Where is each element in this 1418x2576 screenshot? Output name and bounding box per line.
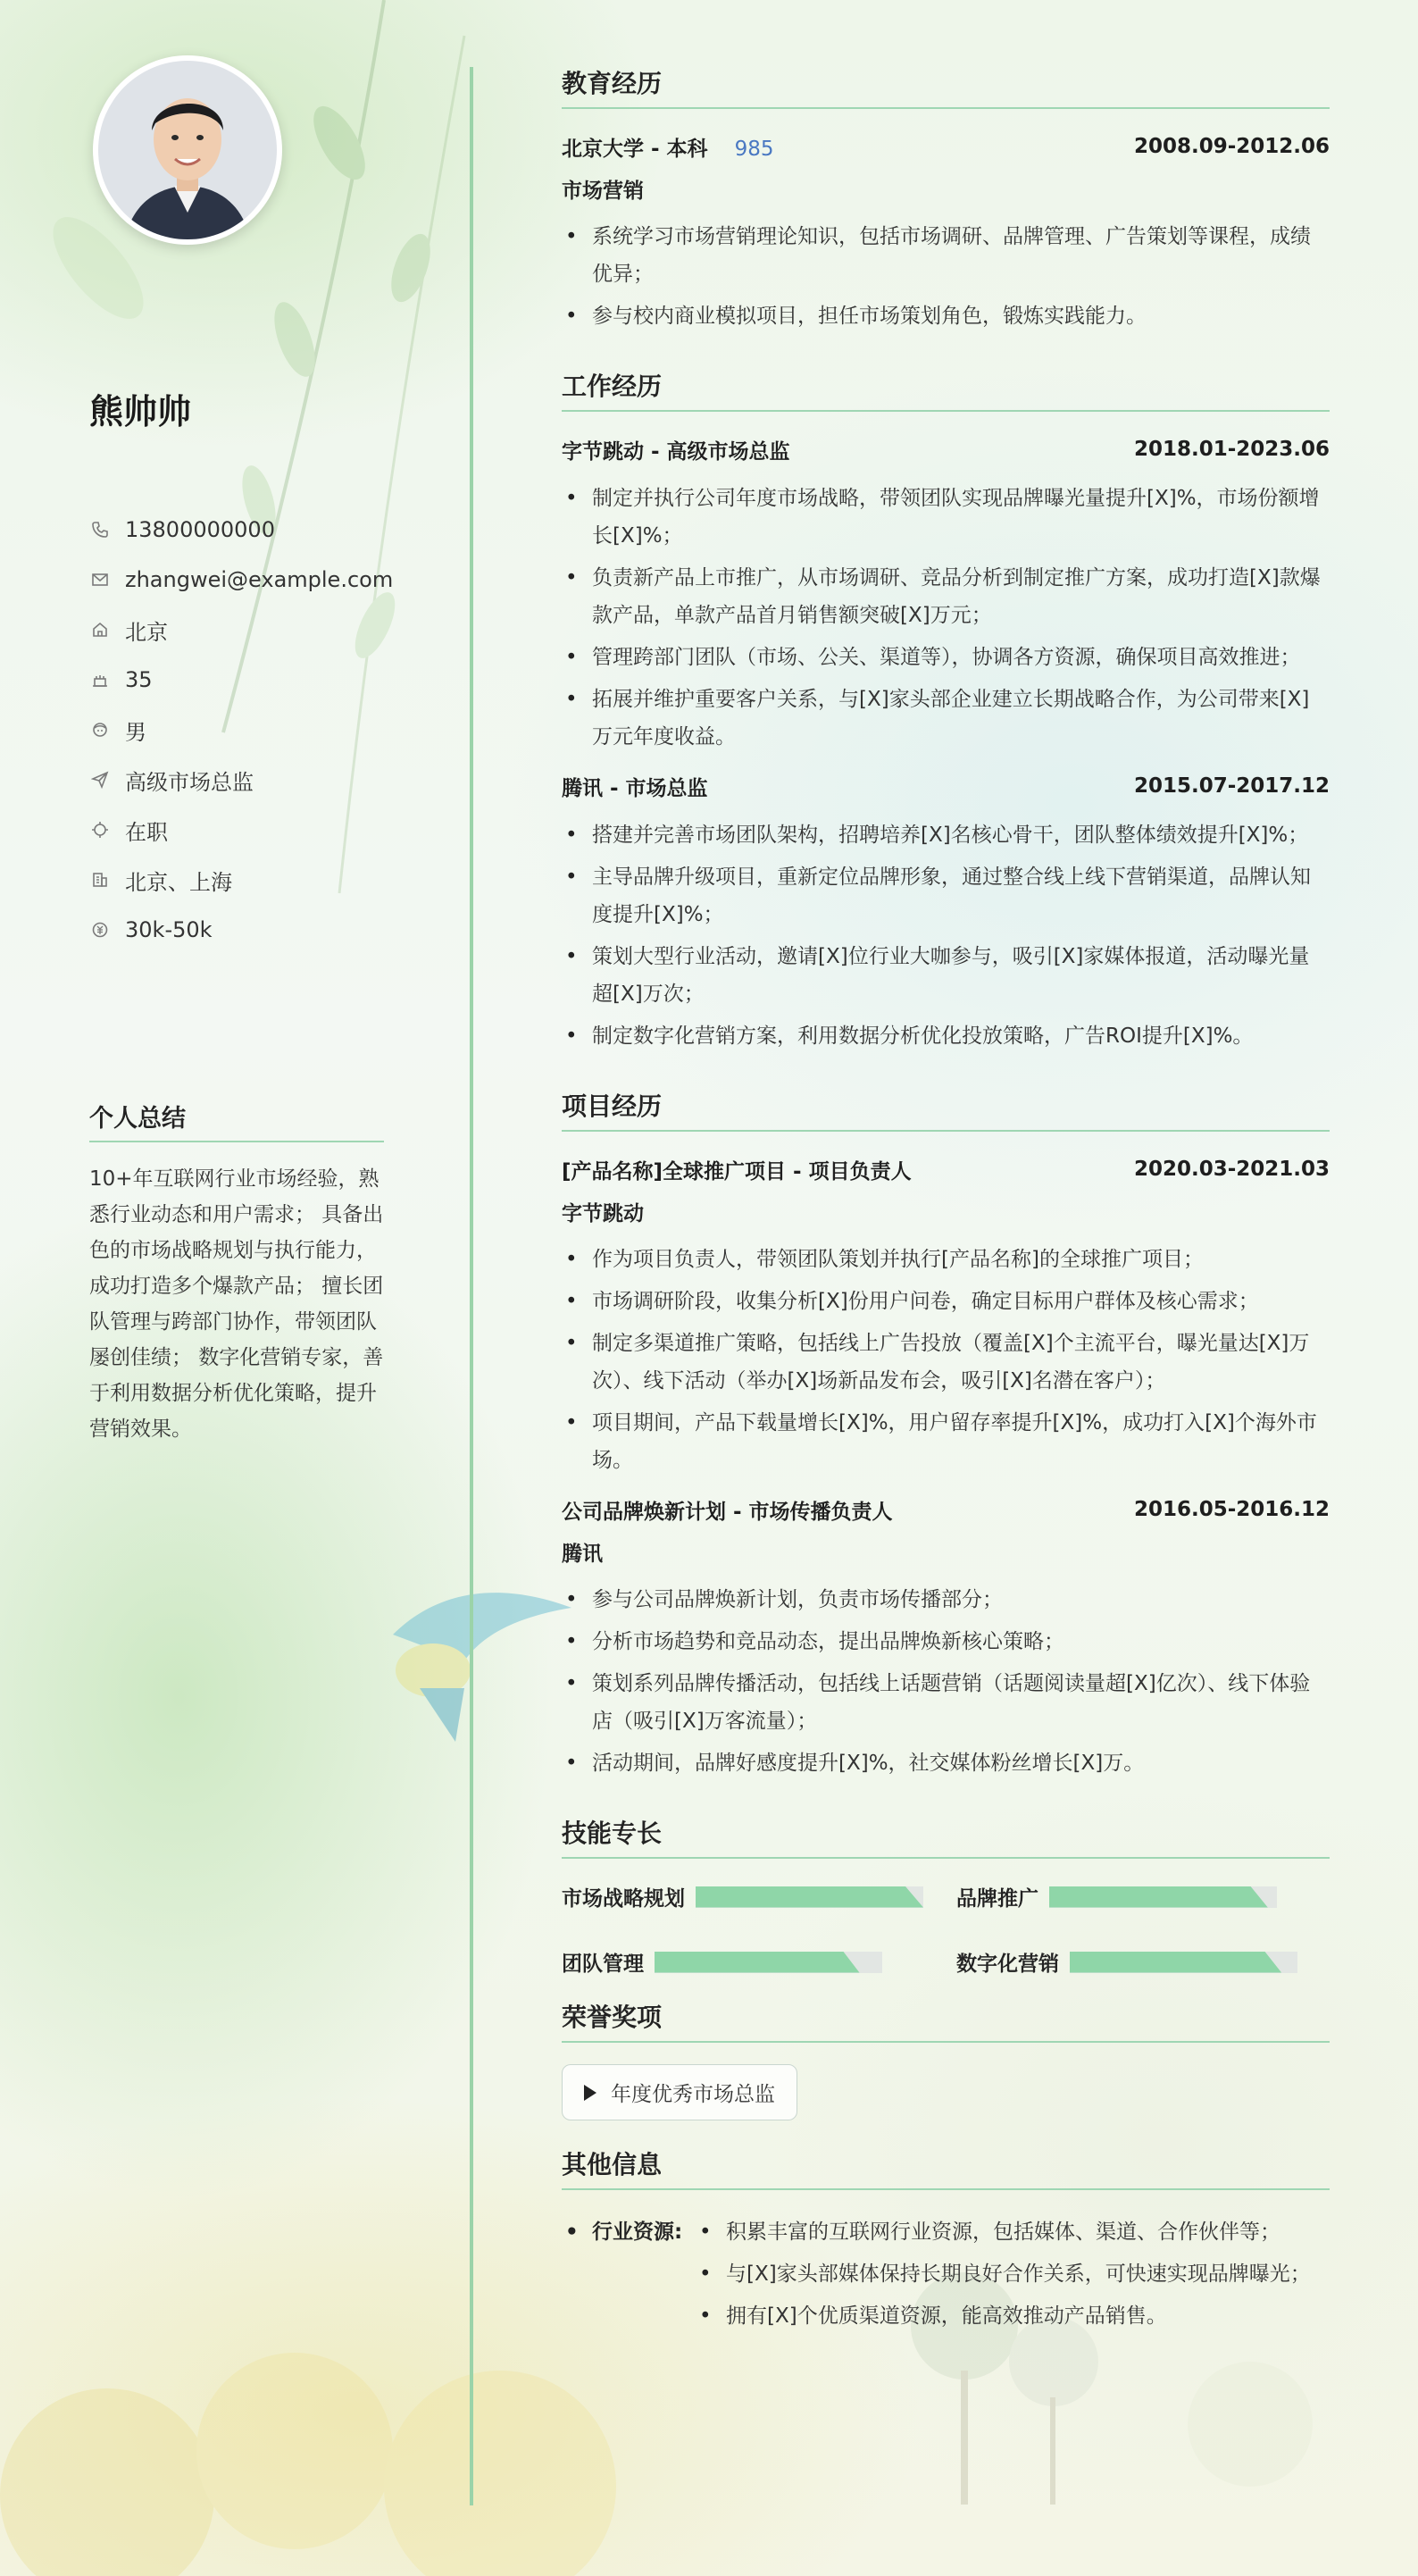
mail-icon [89, 569, 111, 590]
list-item: • 参与公司品牌焕新计划，负责市场传播部分； [562, 1581, 1330, 1618]
job-title: 腾讯 - 市场总监 [562, 776, 708, 800]
phone-icon [89, 519, 111, 540]
main-content [562, 64, 1330, 2355]
award-label: 年度优秀市场总监 [611, 2083, 775, 2106]
summary-heading: 个人总结 [89, 1099, 384, 1142]
skills-grid [562, 1882, 1330, 1977]
project-bullets [562, 1241, 1330, 1479]
projects-section [562, 1087, 1330, 1782]
email-value: zhangwei@example.com [125, 567, 394, 592]
skill-bar [696, 1886, 923, 1908]
list-item: • 搭建并完善市场团队架构，招聘培养[X]名核心骨干，团队整体绩效提升[X]%； [562, 816, 1330, 854]
education-major: 市场营销 [562, 180, 644, 203]
list-item: • 策划系列品牌传播活动，包括线上话题营销（话题阅读量超[X]亿次）、线下体验店（吸引[X]万客流量）； [562, 1665, 1330, 1740]
education-school-wrap [562, 132, 773, 162]
job-date: 2018.01-2023.06 [1133, 438, 1330, 461]
status-value: 在职 [125, 819, 168, 845]
skill-name: 数字化营销 [956, 1953, 1059, 1976]
column-divider [470, 67, 473, 2505]
job-header [562, 772, 1330, 800]
project-company: 字节跳动 [562, 1202, 644, 1225]
gender-value: 男 [125, 719, 146, 745]
salary-icon [89, 919, 111, 941]
projects-heading: 项目经历 [562, 1087, 1330, 1132]
info-phone [89, 505, 393, 555]
home-icon [89, 619, 111, 640]
skill-bar [655, 1952, 882, 1973]
skill-bar [1070, 1952, 1297, 1973]
education-bullets [562, 218, 1330, 335]
list-item: • 负责新产品上市推广，从市场调研、竞品分析到制定推广方案，成功打造[X]款爆款产品，单款产品首月销售额突破[X]万元； [562, 559, 1330, 634]
education-header [562, 132, 1330, 161]
list-item: • 主导品牌升级项目，重新定位品牌形象，通过整合线上线下营销渠道，品牌认知度提升[X]%； [562, 858, 1330, 933]
list-item: • 制定并执行公司年度市场战略，带领团队实现品牌曝光量提升[X]%，市场份额增长[X]%； [562, 480, 1330, 555]
education-section [562, 64, 1330, 335]
list-item: • 策划大型行业活动，邀请[X]位行业大咖参与，吸引[X]家媒体报道，活动曝光量超[X]万次； [562, 938, 1330, 1013]
info-location [89, 855, 393, 905]
info-salary [89, 905, 393, 955]
list-item: • 系统学习市场营销理论知识，包括市场调研、品牌管理、广告策划等课程，成绩优异； [562, 218, 1330, 293]
building-icon [89, 869, 111, 891]
list-item: • 与[X]家头部媒体保持长期良好合作关系，可快速实现品牌曝光； [696, 2255, 1321, 2293]
job-title: 字节跳动 - 高级市场总监 [562, 439, 790, 464]
candidate-name: 熊帅帅 [89, 392, 192, 431]
age-value: 35 [125, 667, 153, 692]
skill-name: 市场战略规划 [562, 1887, 685, 1911]
info-city [89, 605, 393, 655]
list-item: • 分析市场趋势和竞品动态，提出品牌焕新核心策略； [562, 1623, 1330, 1660]
list-item: • 制定多渠道推广策略，包括线上广告投放（覆盖[X]个主流平台，曝光量达[X]万次）、线下活动（举办[X]场新品发布会，吸引[X]名潜在客户）； [562, 1325, 1330, 1400]
list-item: • 项目期间，产品下载量增长[X]%，用户留存率提升[X]%，成功打入[X]个海外市场。 [562, 1404, 1330, 1479]
education-school: 北京大学 - 本科 [562, 137, 708, 161]
other-label: • 行业资源: [562, 2213, 696, 2355]
list-item: • 拓展并维护重要客户关系，与[X]家头部企业建立长期战略合作，为公司带来[X]万元年度收益。 [562, 681, 1330, 756]
skill-name: 品牌推广 [956, 1887, 1038, 1911]
skill-fill [1070, 1952, 1281, 1973]
skill-item [956, 1947, 1330, 1977]
other-resources [562, 2213, 1330, 2355]
salary-value: 30k-50k [125, 917, 213, 942]
skill-item [562, 1882, 956, 1911]
info-age [89, 655, 393, 705]
list-item: • 作为项目负责人，带领团队策划并执行[产品名称]的全球推广项目； [562, 1241, 1330, 1278]
other-heading: 其他信息 [562, 2145, 1330, 2190]
list-item: • 制定数字化营销方案，利用数据分析优化投放策略，广告ROI提升[X]%。 [562, 1017, 1330, 1055]
skill-item [956, 1882, 1330, 1911]
education-date: 2008.09-2012.06 [1133, 135, 1330, 158]
education-tag: 985 [734, 137, 774, 161]
job-header [562, 435, 1330, 464]
skill-fill [696, 1886, 923, 1908]
gender-icon [89, 719, 111, 740]
location-value: 北京、上海 [125, 869, 232, 895]
skills-heading: 技能专长 [562, 1814, 1330, 1859]
job-bullets [562, 480, 1330, 756]
list-item: • 市场调研阶段，收集分析[X]份用户问卷，确定目标用户群体及核心需求； [562, 1283, 1330, 1320]
triangle-right-icon [584, 2085, 596, 2101]
list-item: • 活动期间，品牌好感度提升[X]%，社交媒体粉丝增长[X]万。 [562, 1744, 1330, 1782]
project-header [562, 1495, 1330, 1524]
info-status [89, 805, 393, 855]
project-company: 腾讯 [562, 1543, 603, 1566]
skill-name: 团队管理 [562, 1953, 644, 1976]
list-item: • 拥有[X]个优质渠道资源，能高效推动产品销售。 [696, 2297, 1321, 2335]
project-title: [产品名称]全球推广项目 - 项目负责人 [562, 1159, 912, 1183]
award-toggle[interactable] [562, 2064, 797, 2120]
list-item: • 参与校内商业模拟项目，担任市场策划角色，锻炼实践能力。 [562, 297, 1330, 335]
skills-section [562, 1814, 1330, 1977]
work-heading: 工作经历 [562, 367, 1330, 412]
education-heading: 教育经历 [562, 64, 1330, 109]
project-title: 公司品牌焕新计划 - 市场传播负责人 [562, 1500, 893, 1524]
send-icon [89, 769, 111, 790]
info-gender [89, 705, 393, 755]
avatar [93, 55, 282, 245]
skill-item [562, 1947, 956, 1977]
phone-value: 13800000000 [125, 517, 275, 542]
info-position [89, 755, 393, 805]
info-email [89, 555, 393, 605]
project-bullets [562, 1581, 1330, 1782]
skill-fill [1049, 1886, 1268, 1908]
project-date: 2016.05-2016.12 [1133, 1498, 1330, 1521]
skill-bar [1049, 1886, 1277, 1908]
awards-heading: 荣誉奖项 [562, 1998, 1330, 2043]
cake-icon [89, 669, 111, 690]
project-header [562, 1155, 1330, 1183]
city-value: 北京 [125, 619, 168, 645]
other-bullets [696, 2213, 1321, 2339]
list-item: • 积累丰富的互联网行业资源，包括媒体、渠道、合作伙伴等； [696, 2213, 1321, 2251]
work-section [562, 367, 1330, 1055]
position-value: 高级市场总监 [125, 769, 254, 795]
summary-text: 10+年互联网行业市场经验，熟悉行业动态和用户需求； 具备出色的市场战略规划与执行能力，成功打造多个爆款产品； 擅长团队管理与跨部门协作，带领团队屡创佳绩； 数字化营销专家，善于利用数据分析优化策略，提升营销效果。 [89, 1167, 384, 1441]
awards-section [562, 1998, 1330, 2145]
other-section [562, 2145, 1330, 2355]
list-item: • 管理跨部门团队（市场、公关、渠道等），协调各方资源，确保项目高效推进； [562, 639, 1330, 676]
job-date: 2015.07-2017.12 [1133, 774, 1330, 798]
project-date: 2020.03-2021.03 [1133, 1158, 1330, 1181]
skill-fill [655, 1952, 860, 1973]
job-bullets [562, 816, 1330, 1055]
contact-info-list [89, 505, 393, 955]
status-icon [89, 819, 111, 841]
